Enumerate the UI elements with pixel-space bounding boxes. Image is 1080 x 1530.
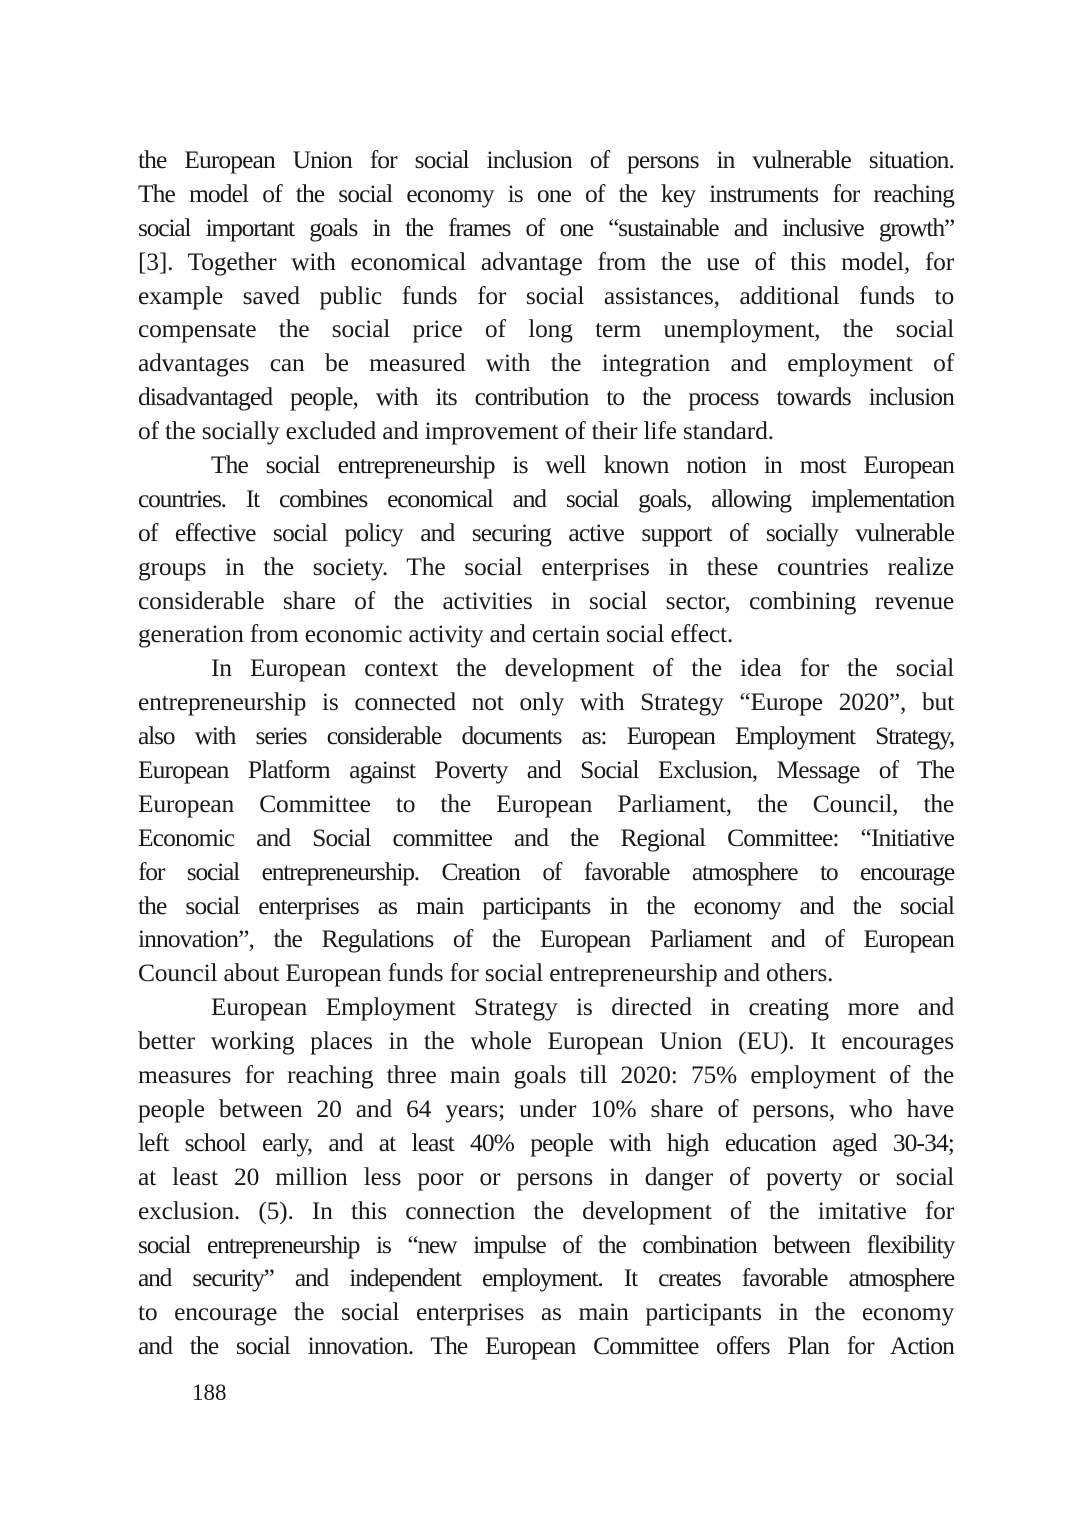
text-line: for social entrepreneurship. Creation of favorable atmosphere to encourage: [138, 856, 954, 886]
text-line: of the socially excluded and improvement of their life standard.: [138, 416, 774, 446]
text-line: social entrepreneurship is “new impulse of the combination between flexibility: [138, 1229, 954, 1259]
text-line: advantages can be measured with the integration and employment of: [138, 348, 954, 378]
paragraph: [138, 448, 954, 651]
paragraph: [138, 143, 954, 448]
text-line: measures for reaching three main goals till 2020: 75% employment of the: [138, 1060, 954, 1090]
text-line: and the social innovation. The European Committee offers Plan for Action: [138, 1331, 954, 1361]
text-line: European Employment Strategy is directed in creating more and: [211, 992, 954, 1022]
page-number: 188: [192, 1380, 227, 1405]
text-line: and security” and independent employment. It creates favorable atmosphere: [138, 1263, 954, 1293]
paragraph: [138, 990, 954, 1363]
text-line: disadvantaged people, with its contribution to the process towards inclusion: [138, 382, 954, 412]
text-line: to encourage the social enterprises as main participants in the economy: [138, 1297, 954, 1327]
text-line: countries. It combines economical and social goals, allowing implementation: [138, 483, 954, 513]
text-line: left school early, and at least 40% people with high education aged 30-34;: [138, 1127, 954, 1157]
text-line: example saved public funds for social assistances, additional funds to: [138, 280, 954, 310]
text-line: considerable share of the activities in social sector, combining revenue: [138, 585, 954, 615]
paragraph: [138, 651, 954, 990]
text-line: innovation”, the Regulations of the European Parliament and of European: [138, 924, 954, 954]
text-line: compensate the social price of long term unemployment, the social: [138, 314, 954, 344]
text-line: better working places in the whole European Union (EU). It encourages: [138, 1026, 954, 1056]
text-line: Council about European funds for social entrepreneurship and others.: [138, 958, 834, 988]
text-line: exclusion. (5). In this connection the development of the imitative for: [138, 1195, 954, 1225]
text-line: people between 20 and 64 years; under 10% share of persons, who have: [138, 1093, 954, 1123]
document-body: [138, 143, 954, 1363]
text-line: Economic and Social committee and the Regional Committee: “Initiative: [138, 822, 954, 852]
text-line: at least 20 million less poor or persons in danger of poverty or social: [138, 1161, 954, 1191]
text-line: groups in the society. The social enterprises in these countries realize: [138, 551, 954, 581]
text-line: European Platform against Poverty and Social Exclusion, Message of The: [138, 755, 954, 785]
text-line: [3]. Together with economical advantage from the use of this model, for: [138, 246, 954, 276]
text-line: social important goals in the frames of one “sustainable and inclusive growth”: [138, 212, 954, 242]
text-line: European Committee to the European Parliament, the Council, the: [138, 788, 954, 818]
text-line: also with series considerable documents as: European Employment Strategy,: [138, 721, 954, 751]
text-line: The model of the social economy is one of the key instruments for reaching: [138, 178, 954, 208]
text-line: entrepreneurship is connected not only with Strategy “Europe 2020”, but: [138, 687, 954, 717]
text-line: of effective social policy and securing active support of socially vulnerable: [138, 517, 954, 547]
text-line: generation from economic activity and certain social effect.: [138, 619, 734, 649]
text-line: the European Union for social inclusion of persons in vulnerable situation.: [138, 145, 954, 174]
text-line: In European context the development of the idea for the social: [211, 653, 954, 683]
text-line: the social enterprises as main participants in the economy and the social: [138, 890, 954, 920]
text-line: The social entrepreneurship is well known notion in most European: [211, 450, 954, 480]
